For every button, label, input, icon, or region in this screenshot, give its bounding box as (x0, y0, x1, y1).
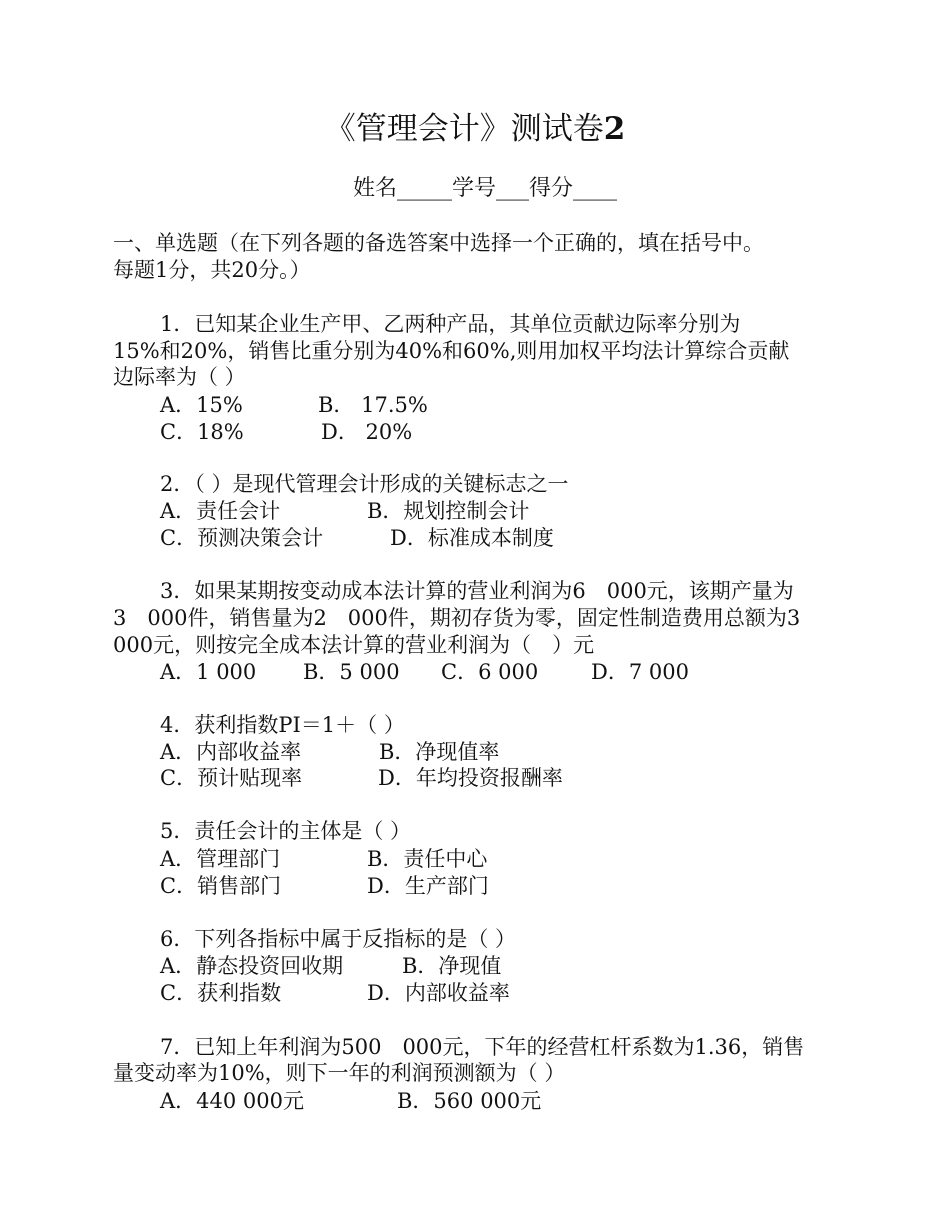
question-6-line1: 6．下列各指标中属于反指标的是（ ） (160, 927, 517, 951)
question-2-option-d: D．标准成本制度 (390, 526, 554, 550)
question-1-option-a: A．15% (160, 393, 243, 417)
question-6-option-c: C．获利指数 (160, 981, 282, 1005)
question-5-option-d: D．生产部门 (367, 874, 489, 898)
question-1-line3: 边际率为（ ） (113, 365, 246, 389)
title-main: 《管理会计》测试卷 (324, 111, 604, 147)
question-2-option-a: A．责任会计 (160, 499, 281, 523)
page-title (0, 108, 950, 150)
question-2-line1: 2．（ ）是现代管理会计形成的关键标志之一 (160, 472, 569, 496)
section-heading-line1: 一、单选题（在下列各题的备选答案中选择一个正确的，填在括号中。 (113, 231, 764, 255)
section-heading-line2: 每题1分，共20分。） (113, 258, 311, 282)
question-4-option-b: B．净现值率 (379, 740, 500, 764)
question-7-option-a: A．440 000元 (160, 1089, 305, 1113)
question-6-option-a: A．静态投资回收期 (160, 954, 344, 978)
question-3-option-c: C．6 000 (441, 660, 539, 684)
question-3-line1: 3．如果某期按变动成本法计算的营业利润为6 000元，该期产量为 (160, 579, 794, 603)
question-4-line1: 4．获利指数PI＝1＋（ ） (160, 713, 405, 737)
question-3-option-a: A．1 000 (160, 660, 257, 684)
title-number: 2 (603, 111, 626, 147)
question-3-option-b: B．5 000 (303, 660, 400, 684)
question-4-option-c: C．预计贴现率 (160, 766, 303, 790)
student-info-line: 姓名_____学号___得分____ (352, 176, 617, 201)
question-7-line2: 量变动率为10%，则下一年的利润预测额为（ ） (113, 1061, 566, 1085)
question-6-option-d: D．内部收益率 (367, 981, 510, 1005)
question-5-option-a: A．管理部门 (160, 847, 281, 871)
question-7-line1: 7．已知上年利润为500 000元，下年的经营杠杆系数为1.36，销售 (160, 1035, 805, 1059)
question-1-option-d: D． 20% (321, 420, 413, 444)
question-1-option-c: C．18% (160, 420, 244, 444)
question-4-option-d: D．年均投资报酬率 (378, 766, 563, 790)
question-3-option-d: D．7 000 (591, 660, 689, 684)
question-2-option-c: C．预测决策会计 (160, 526, 324, 550)
question-5-line1: 5．责任会计的主体是（ ） (160, 819, 412, 843)
question-5-option-c: C．销售部门 (160, 874, 282, 898)
question-5-option-b: B．责任中心 (367, 847, 488, 871)
question-1-option-b: B． 17.5% (318, 393, 428, 417)
question-4-option-a: A．内部收益率 (160, 740, 302, 764)
question-1-line1: 1．已知某企业生产甲、乙两种产品，其单位贡献边际率分别为 (160, 312, 741, 336)
question-3-line3: 000元，则按完全成本法计算的营业利润为（ ）元 (113, 633, 595, 657)
question-3-line2: 3 000件，销售量为2 000件，期初存货为零，固定性制造费用总额为3 (113, 606, 801, 630)
question-6-option-b: B．净现值 (402, 954, 502, 978)
question-1-line2: 15%和20%，销售比重分别为40%和60%,则用加权平均法计算综合贡献 (113, 339, 790, 363)
question-2-option-b: B．规划控制会计 (367, 499, 530, 523)
question-7-option-b: B．560 000元 (397, 1089, 542, 1113)
